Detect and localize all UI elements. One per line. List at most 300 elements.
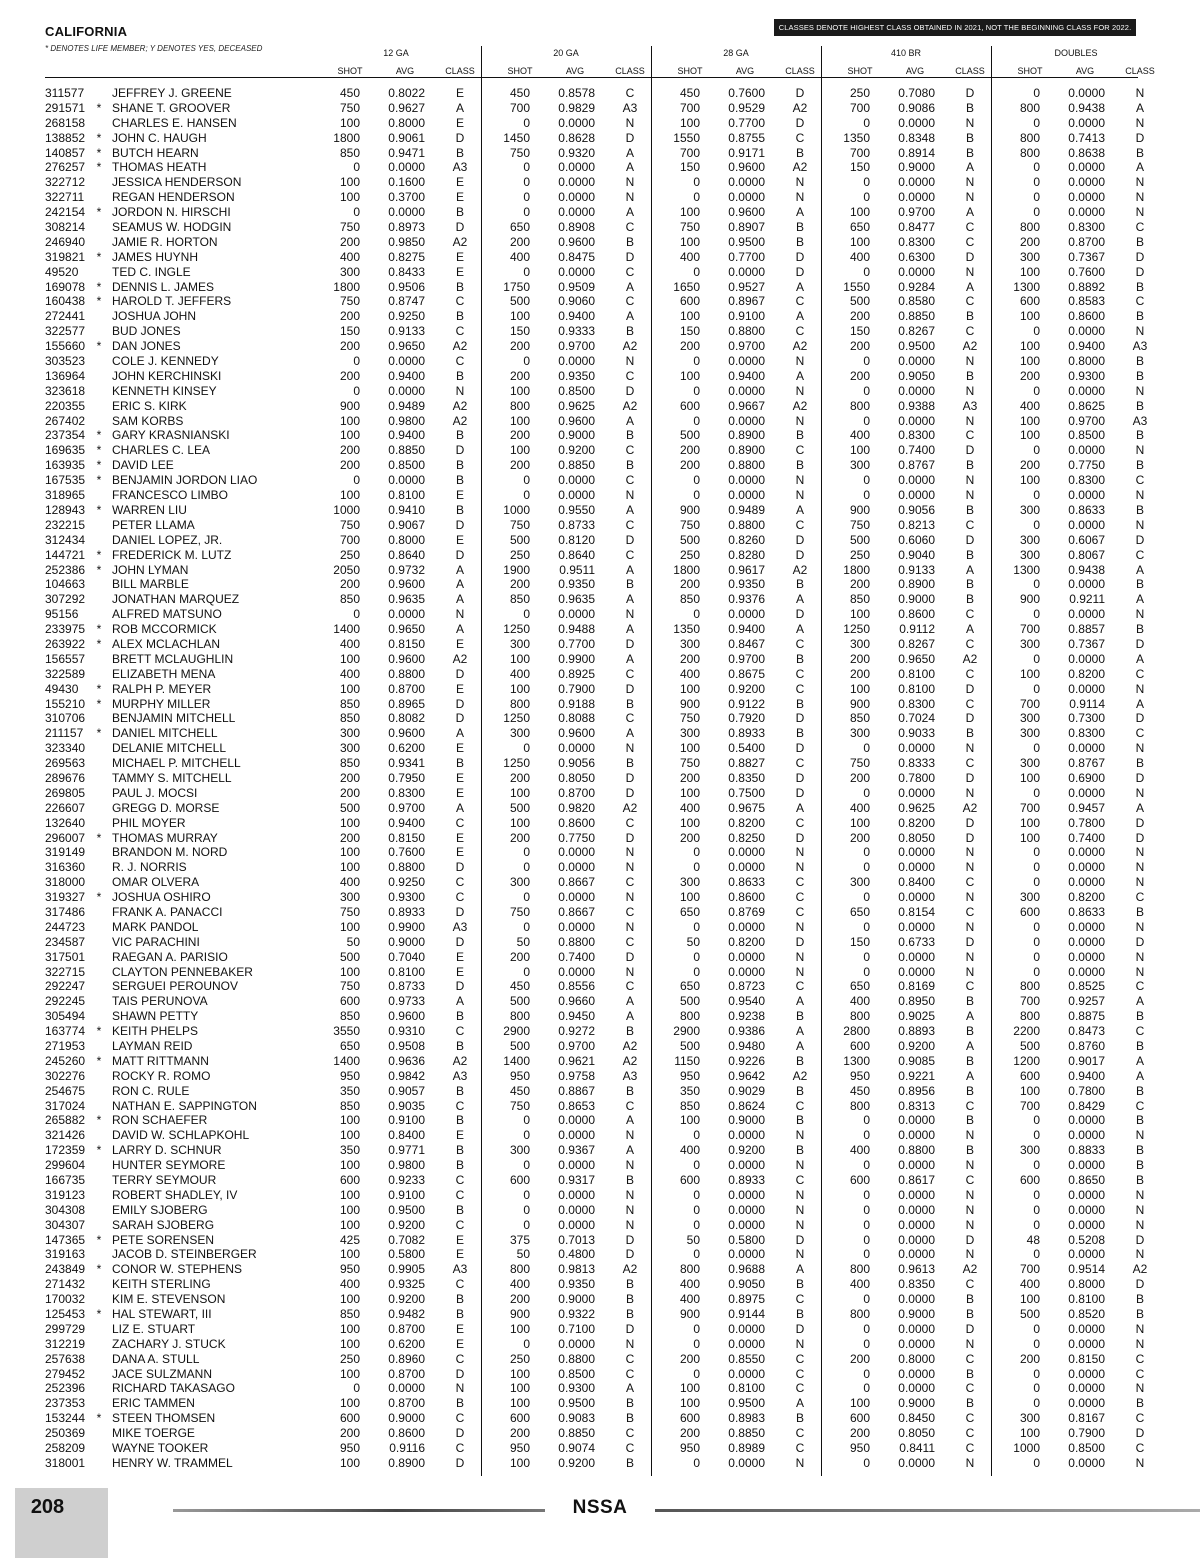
410br-avg: 0.0000 bbox=[898, 964, 935, 979]
member-name: FREDERICK M. LUTZ bbox=[112, 547, 232, 562]
12ga-avg: 0.9000 bbox=[388, 1411, 425, 1426]
410br-shot: 250 bbox=[849, 86, 870, 100]
doubles-class: D bbox=[1135, 1426, 1145, 1441]
member-name: WARREN LIU bbox=[112, 502, 187, 517]
28ga-shot: 200 bbox=[679, 1351, 700, 1366]
20ga-shot: 1750 bbox=[503, 279, 530, 294]
12ga-shot: 100 bbox=[339, 1336, 360, 1351]
member-name: DANA A. STULL bbox=[112, 1351, 200, 1366]
member-id: 166735 bbox=[45, 1173, 86, 1188]
410br-class: C bbox=[965, 756, 975, 771]
12ga-shot: 100 bbox=[339, 1113, 360, 1128]
28ga-shot: 200 bbox=[679, 1426, 700, 1441]
28ga-avg: 0.9400 bbox=[728, 368, 765, 383]
doubles-shot: 800 bbox=[1019, 979, 1040, 994]
member-name: ELIZABETH MENA bbox=[112, 666, 216, 681]
doubles-shot: 1300 bbox=[1013, 279, 1040, 294]
12ga-shot: 400 bbox=[339, 636, 360, 651]
20ga-class: C bbox=[625, 264, 635, 279]
410br-class: N bbox=[965, 115, 975, 130]
table-row bbox=[0, 146, 1200, 161]
28ga-shot: 600 bbox=[679, 1173, 700, 1188]
28ga-class: A bbox=[795, 309, 804, 324]
table-row bbox=[0, 726, 1200, 741]
member-id: 322589 bbox=[45, 666, 86, 681]
20ga-shot: 200 bbox=[509, 830, 530, 845]
28ga-class: C bbox=[795, 517, 805, 532]
28ga-shot: 200 bbox=[679, 830, 700, 845]
28ga-avg: 0.8600 bbox=[728, 890, 765, 905]
doubles-shot: 0 bbox=[1033, 1366, 1040, 1381]
20ga-avg: 0.8908 bbox=[558, 220, 595, 235]
doubles-shot: 800 bbox=[1019, 1009, 1040, 1024]
410br-avg: 0.9284 bbox=[898, 279, 935, 294]
20ga-shot: 750 bbox=[509, 904, 530, 919]
410br-avg: 0.8950 bbox=[898, 994, 935, 1009]
doubles-avg: 0.9017 bbox=[1068, 1053, 1105, 1068]
28ga-class: B bbox=[795, 1009, 804, 1024]
20ga-avg: 0.9625 bbox=[558, 398, 595, 413]
410br-class: N bbox=[965, 264, 975, 279]
28ga-class: A bbox=[795, 1262, 804, 1277]
20ga-class: B bbox=[625, 1083, 634, 1098]
12ga-shot: 850 bbox=[339, 756, 360, 771]
life-member-flag: * bbox=[96, 622, 102, 637]
doubles-class: N bbox=[1135, 175, 1145, 190]
20ga-class: A2 bbox=[622, 398, 638, 413]
12ga-shot: 1400 bbox=[333, 622, 360, 637]
12ga-shot: 100 bbox=[339, 190, 360, 205]
doubles-avg: 0.8473 bbox=[1068, 1024, 1105, 1039]
28ga-class: A2 bbox=[792, 160, 808, 175]
410br-shot: 1550 bbox=[843, 279, 870, 294]
12ga-shot: 500 bbox=[339, 800, 360, 815]
28ga-avg: 0.9642 bbox=[728, 1068, 765, 1083]
12ga-shot: 850 bbox=[339, 1009, 360, 1024]
doubles-shot: 400 bbox=[1019, 398, 1040, 413]
12ga-class: C bbox=[455, 890, 465, 905]
12ga-class: A2 bbox=[452, 413, 468, 428]
doubles-class: B bbox=[1135, 354, 1144, 369]
28ga-avg: 0.8250 bbox=[728, 830, 765, 845]
410br-shot: 0 bbox=[863, 919, 870, 934]
doubles-shot: 600 bbox=[1019, 1173, 1040, 1188]
20ga-avg: 0.0000 bbox=[558, 1217, 595, 1232]
member-id: 169078 bbox=[45, 279, 86, 294]
28ga-avg: 0.0000 bbox=[728, 964, 765, 979]
12ga-avg: 0.9250 bbox=[388, 875, 425, 890]
20ga-shot: 0 bbox=[523, 919, 530, 934]
20ga-shot: 0 bbox=[523, 1113, 530, 1128]
20ga-shot: 500 bbox=[509, 294, 530, 309]
410br-shot: 0 bbox=[863, 1217, 870, 1232]
12ga-class: C bbox=[455, 1098, 465, 1113]
table-row bbox=[0, 1128, 1200, 1143]
410br-class: B bbox=[965, 145, 974, 160]
12ga-shot: 100 bbox=[339, 964, 360, 979]
410br-class: C bbox=[965, 875, 975, 890]
member-id: 319123 bbox=[45, 1187, 86, 1202]
410br-avg: 0.0000 bbox=[898, 860, 935, 875]
member-id: 211157 bbox=[45, 726, 84, 741]
member-name: KEITH PHELPS bbox=[112, 1024, 199, 1039]
28ga-avg: 0.8467 bbox=[728, 636, 765, 651]
20ga-class: B bbox=[625, 577, 634, 592]
doubles-avg: 0.8167 bbox=[1068, 1411, 1105, 1426]
12ga-class: C bbox=[455, 1351, 465, 1366]
28ga-shot: 0 bbox=[693, 1202, 700, 1217]
410br-avg: 0.9050 bbox=[898, 368, 935, 383]
table-row bbox=[0, 1218, 1200, 1233]
12ga-avg: 0.8022 bbox=[388, 86, 425, 100]
life-member-flag: * bbox=[96, 1113, 102, 1128]
doubles-class: C bbox=[1135, 294, 1145, 309]
28ga-class: B bbox=[795, 145, 804, 160]
20ga-avg: 0.9700 bbox=[558, 1039, 595, 1053]
member-id: 128943 bbox=[45, 502, 86, 517]
20ga-avg: 0.9272 bbox=[558, 1024, 595, 1039]
20ga-shot: 850 bbox=[509, 592, 530, 607]
12ga-class: A2 bbox=[452, 339, 468, 354]
20ga-class: D bbox=[625, 532, 635, 547]
28ga-avg: 0.8800 bbox=[728, 324, 765, 339]
28ga-class: N bbox=[795, 190, 805, 205]
table-row bbox=[0, 935, 1200, 950]
doubles-avg: 0.8150 bbox=[1068, 1351, 1105, 1366]
410br-shot: 300 bbox=[849, 875, 870, 890]
table-row bbox=[0, 131, 1200, 146]
410br-shot: 750 bbox=[849, 517, 870, 532]
20ga-avg: 0.0000 bbox=[558, 919, 595, 934]
410br-shot: 0 bbox=[863, 1366, 870, 1381]
doubles-shot: 2200 bbox=[1013, 1024, 1040, 1039]
doubles-class: N bbox=[1135, 1381, 1145, 1396]
20ga-shot: 450 bbox=[509, 979, 530, 994]
20ga-class: N bbox=[625, 354, 635, 369]
20ga-shot: 400 bbox=[509, 666, 530, 681]
28ga-avg: 0.8800 bbox=[728, 517, 765, 532]
doubles-shot: 1000 bbox=[1013, 1441, 1040, 1456]
28ga-shot: 900 bbox=[679, 1307, 700, 1322]
12ga-avg: 0.8100 bbox=[388, 964, 425, 979]
20ga-shot: 0 bbox=[523, 190, 530, 205]
doubles-class: B bbox=[1135, 1292, 1144, 1307]
member-id: 319327 bbox=[45, 890, 86, 905]
doubles-class: B bbox=[1135, 234, 1144, 249]
12ga-avg: 0.9636 bbox=[388, 1053, 425, 1068]
12ga-class: C bbox=[455, 1024, 465, 1039]
doubles-shot: 0 bbox=[1033, 1158, 1040, 1173]
life-member-flag: * bbox=[96, 1262, 102, 1277]
20ga-shot: 1250 bbox=[503, 622, 530, 637]
12ga-avg: 0.6200 bbox=[388, 1336, 425, 1351]
12ga-avg: 0.8300 bbox=[388, 785, 425, 800]
doubles-class: A bbox=[1135, 100, 1144, 115]
20ga-class: N bbox=[625, 860, 635, 875]
28ga-avg: 0.0000 bbox=[728, 473, 765, 488]
410br-class: D bbox=[965, 532, 975, 547]
member-id: 237353 bbox=[45, 1396, 86, 1411]
20ga-avg: 0.0000 bbox=[558, 1336, 595, 1351]
member-id: 304307 bbox=[45, 1217, 86, 1232]
28ga-class: A2 bbox=[792, 339, 808, 354]
20ga-shot: 300 bbox=[509, 1143, 530, 1158]
410br-avg: 0.9133 bbox=[898, 562, 935, 577]
410br-class: N bbox=[965, 1128, 975, 1143]
doubles-avg: 0.7413 bbox=[1068, 130, 1105, 145]
12ga-avg: 0.8500 bbox=[388, 458, 425, 473]
20ga-class: A bbox=[625, 205, 634, 220]
doubles-avg: 0.6067 bbox=[1068, 532, 1105, 547]
member-name: JONATHAN MARQUEZ bbox=[112, 592, 240, 607]
doubles-avg: 0.8520 bbox=[1068, 1307, 1105, 1322]
table-row bbox=[0, 741, 1200, 756]
410br-class: C bbox=[965, 1441, 975, 1456]
life-member-flag: * bbox=[96, 428, 102, 443]
12ga-avg: 0.9410 bbox=[388, 502, 425, 517]
20ga-class: N bbox=[625, 741, 635, 756]
table-row bbox=[0, 994, 1200, 1009]
20ga-avg: 0.9450 bbox=[558, 1009, 595, 1024]
doubles-class: N bbox=[1135, 86, 1145, 100]
doubles-class: B bbox=[1135, 368, 1144, 383]
member-id: 220355 bbox=[45, 398, 86, 413]
410br-shot: 950 bbox=[849, 1068, 870, 1083]
20ga-avg: 0.0000 bbox=[558, 354, 595, 369]
20ga-class: D bbox=[625, 249, 635, 264]
410br-avg: 0.8200 bbox=[898, 815, 935, 830]
table-row bbox=[0, 160, 1200, 175]
20ga-avg: 0.7013 bbox=[558, 1232, 595, 1247]
410br-avg: 0.0000 bbox=[898, 1128, 935, 1143]
410br-class: B bbox=[965, 1396, 974, 1411]
28ga-avg: 0.9122 bbox=[728, 696, 765, 711]
28ga-shot: 100 bbox=[679, 368, 700, 383]
28ga-class: C bbox=[795, 875, 805, 890]
12ga-class: B bbox=[455, 502, 464, 517]
doubles-class: C bbox=[1135, 547, 1145, 562]
20ga-class: A bbox=[625, 1381, 634, 1396]
20ga-shot: 100 bbox=[509, 681, 530, 696]
410br-shot: 0 bbox=[863, 1292, 870, 1307]
12ga-avg: 0.7082 bbox=[388, 1232, 425, 1247]
col-header-12ga-class: CLASS bbox=[445, 66, 475, 76]
410br-class: A2 bbox=[962, 339, 978, 354]
group-header-doubles: DOUBLES bbox=[1054, 48, 1098, 58]
12ga-class: D bbox=[455, 547, 465, 562]
doubles-avg: 0.8833 bbox=[1068, 1143, 1105, 1158]
20ga-avg: 0.9320 bbox=[558, 145, 595, 160]
life-member-flag: * bbox=[96, 1232, 102, 1247]
member-id: 125453 bbox=[45, 1307, 86, 1322]
28ga-shot: 2900 bbox=[673, 1024, 700, 1039]
12ga-shot: 850 bbox=[339, 592, 360, 607]
member-name: CLAYTON PENNEBAKER bbox=[112, 964, 253, 979]
12ga-avg: 0.0000 bbox=[388, 473, 425, 488]
28ga-avg: 0.9000 bbox=[728, 1113, 765, 1128]
doubles-avg: 0.9400 bbox=[1068, 339, 1105, 354]
12ga-shot: 100 bbox=[339, 1187, 360, 1202]
20ga-shot: 0 bbox=[523, 1128, 530, 1143]
12ga-class: E bbox=[455, 1321, 464, 1336]
member-id: 155210 bbox=[45, 696, 86, 711]
20ga-avg: 0.9500 bbox=[558, 1396, 595, 1411]
12ga-class: A2 bbox=[452, 398, 468, 413]
doubles-class: A bbox=[1135, 1068, 1144, 1083]
410br-class: B bbox=[965, 100, 974, 115]
life-member-flag: * bbox=[96, 443, 102, 458]
410br-class: A2 bbox=[962, 651, 978, 666]
28ga-avg: 0.0000 bbox=[728, 175, 765, 190]
12ga-avg: 0.9035 bbox=[388, 1098, 425, 1113]
life-member-flag: * bbox=[96, 130, 102, 145]
28ga-avg: 0.5800 bbox=[728, 1232, 765, 1247]
410br-shot: 400 bbox=[849, 1143, 870, 1158]
12ga-class: E bbox=[455, 190, 464, 205]
doubles-avg: 0.8600 bbox=[1068, 309, 1105, 324]
28ga-class: C bbox=[795, 979, 805, 994]
410br-shot: 300 bbox=[849, 636, 870, 651]
member-id: 144721 bbox=[45, 547, 86, 562]
12ga-avg: 0.8640 bbox=[388, 547, 425, 562]
28ga-avg: 0.0000 bbox=[728, 860, 765, 875]
20ga-shot: 1250 bbox=[503, 711, 530, 726]
410br-class: N bbox=[965, 383, 975, 398]
20ga-class: B bbox=[625, 1173, 634, 1188]
member-id: 299729 bbox=[45, 1321, 86, 1336]
doubles-shot: 0 bbox=[1033, 607, 1040, 622]
28ga-shot: 950 bbox=[679, 1441, 700, 1456]
28ga-shot: 400 bbox=[679, 800, 700, 815]
28ga-avg: 0.7700 bbox=[728, 115, 765, 130]
doubles-class: C bbox=[1135, 1411, 1145, 1426]
table-row bbox=[0, 1039, 1200, 1054]
12ga-avg: 0.9100 bbox=[388, 1187, 425, 1202]
doubles-avg: 0.0000 bbox=[1068, 949, 1105, 964]
20ga-avg: 0.9000 bbox=[558, 428, 595, 443]
410br-class: N bbox=[965, 190, 975, 205]
20ga-class: N bbox=[625, 1202, 635, 1217]
28ga-avg: 0.0000 bbox=[728, 1321, 765, 1336]
doubles-avg: 0.0000 bbox=[1068, 651, 1105, 666]
410br-shot: 1300 bbox=[843, 1053, 870, 1068]
20ga-class: C bbox=[625, 934, 635, 949]
12ga-avg: 0.8433 bbox=[388, 264, 425, 279]
410br-shot: 1350 bbox=[843, 130, 870, 145]
28ga-shot: 0 bbox=[693, 488, 700, 503]
20ga-class: D bbox=[625, 949, 635, 964]
410br-class: C bbox=[965, 1381, 975, 1396]
table-row bbox=[0, 1277, 1200, 1292]
12ga-avg: 0.8800 bbox=[388, 860, 425, 875]
member-id: 289676 bbox=[45, 770, 86, 785]
table-row bbox=[0, 428, 1200, 443]
12ga-shot: 200 bbox=[339, 785, 360, 800]
28ga-class: B bbox=[795, 1277, 804, 1292]
member-name: ALEX MCLACHLAN bbox=[112, 636, 221, 651]
doubles-avg: 0.0000 bbox=[1068, 1321, 1105, 1336]
20ga-class: A bbox=[625, 622, 634, 637]
410br-class: C bbox=[965, 1277, 975, 1292]
member-name: JOHN LYMAN bbox=[112, 562, 189, 577]
table-row bbox=[0, 1009, 1200, 1024]
20ga-avg: 0.9488 bbox=[558, 622, 595, 637]
20ga-avg: 0.8653 bbox=[558, 1098, 595, 1113]
col-header-12ga-avg: AVG bbox=[395, 66, 415, 76]
28ga-class: B bbox=[795, 1143, 804, 1158]
doubles-shot: 48 bbox=[1026, 1232, 1040, 1247]
table-row bbox=[0, 86, 1200, 101]
doubles-shot: 0 bbox=[1033, 845, 1040, 860]
28ga-shot: 150 bbox=[679, 160, 700, 175]
410br-avg: 0.8169 bbox=[898, 979, 935, 994]
12ga-shot: 200 bbox=[339, 577, 360, 592]
28ga-shot: 300 bbox=[679, 636, 700, 651]
20ga-class: N bbox=[625, 190, 635, 205]
member-id: 323618 bbox=[45, 383, 86, 398]
doubles-avg: 0.7600 bbox=[1068, 264, 1105, 279]
12ga-class: B bbox=[455, 428, 464, 443]
doubles-class: B bbox=[1135, 1173, 1144, 1188]
20ga-avg: 0.9056 bbox=[558, 756, 595, 771]
12ga-avg: 0.9650 bbox=[388, 339, 425, 354]
member-id: 318001 bbox=[45, 1455, 86, 1470]
28ga-shot: 0 bbox=[693, 1247, 700, 1262]
28ga-avg: 0.0000 bbox=[728, 919, 765, 934]
410br-avg: 0.9040 bbox=[898, 547, 935, 562]
410br-avg: 0.0000 bbox=[898, 1113, 935, 1128]
410br-class: D bbox=[965, 934, 975, 949]
doubles-class: D bbox=[1135, 249, 1145, 264]
28ga-shot: 600 bbox=[679, 398, 700, 413]
20ga-class: B bbox=[625, 756, 634, 771]
20ga-shot: 500 bbox=[509, 994, 530, 1009]
doubles-class: N bbox=[1135, 1202, 1145, 1217]
member-name: THOMAS MURRAY bbox=[112, 830, 218, 845]
12ga-avg: 0.9733 bbox=[388, 994, 425, 1009]
12ga-avg: 0.9400 bbox=[388, 428, 425, 443]
col-header-doubles-class: CLASS bbox=[1125, 66, 1155, 76]
member-name: R. J. NORRIS bbox=[112, 860, 187, 875]
20ga-avg: 0.9083 bbox=[558, 1411, 595, 1426]
12ga-class: A2 bbox=[452, 651, 468, 666]
20ga-avg: 0.7750 bbox=[558, 830, 595, 845]
28ga-shot: 500 bbox=[679, 994, 700, 1009]
table-row bbox=[0, 607, 1200, 622]
410br-avg: 0.0000 bbox=[898, 845, 935, 860]
doubles-shot: 100 bbox=[1019, 1292, 1040, 1307]
doubles-avg: 0.0000 bbox=[1068, 1113, 1105, 1128]
col-header-28ga-shot: SHOT bbox=[677, 66, 703, 76]
28ga-shot: 300 bbox=[679, 726, 700, 741]
20ga-shot: 100 bbox=[509, 443, 530, 458]
20ga-avg: 0.8667 bbox=[558, 875, 595, 890]
12ga-class: E bbox=[455, 1247, 464, 1262]
410br-shot: 100 bbox=[849, 443, 870, 458]
doubles-class: B bbox=[1135, 458, 1144, 473]
member-name: VIC PARACHINI bbox=[112, 934, 200, 949]
28ga-class: A bbox=[795, 1039, 804, 1053]
28ga-avg: 0.9238 bbox=[728, 1009, 765, 1024]
doubles-class: D bbox=[1135, 532, 1145, 547]
doubles-avg: 0.8625 bbox=[1068, 398, 1105, 413]
doubles-avg: 0.0000 bbox=[1068, 1247, 1105, 1262]
member-name: ERIC TAMMEN bbox=[112, 1396, 195, 1411]
12ga-shot: 100 bbox=[339, 845, 360, 860]
doubles-shot: 0 bbox=[1033, 488, 1040, 503]
410br-shot: 800 bbox=[849, 1262, 870, 1277]
28ga-class: D bbox=[795, 607, 805, 622]
